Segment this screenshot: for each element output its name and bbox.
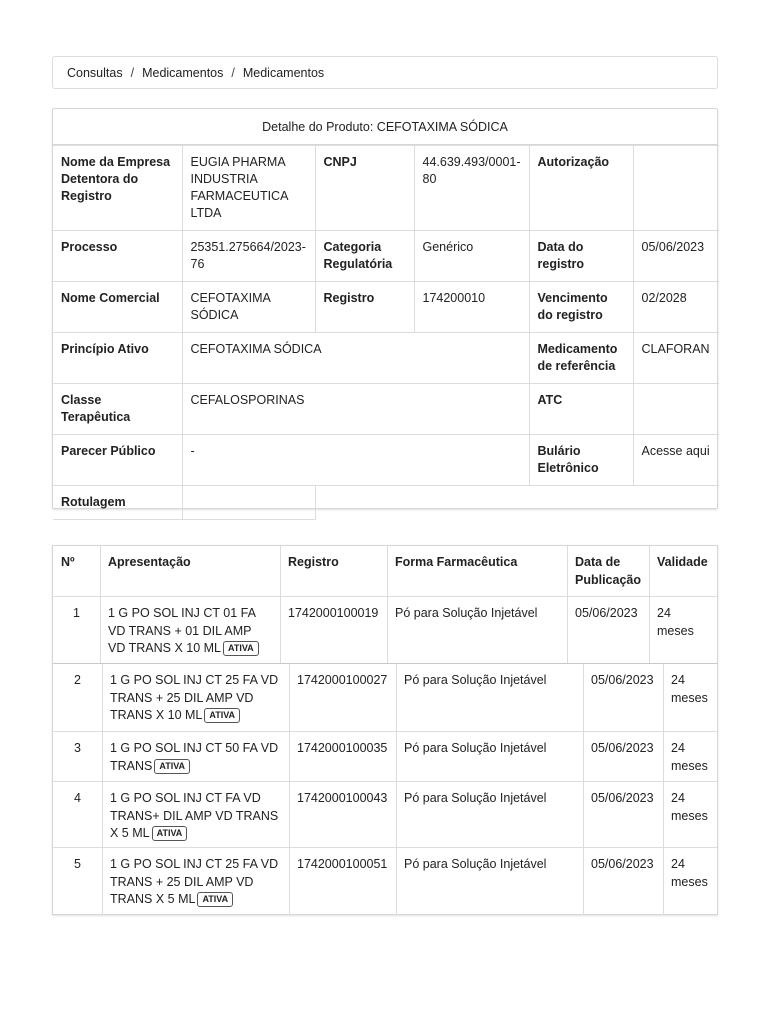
processo-value: 25351.275664/2023-76 — [182, 231, 315, 282]
row-forma: Pó para Solução Injetável — [404, 857, 547, 871]
product-detail-title: Detalhe do Produto: CEFOTAXIMA SÓDICA — [53, 109, 717, 145]
referencia-value: CLAFORAN — [633, 333, 719, 384]
row-forma: Pó para Solução Injetável — [404, 791, 547, 805]
breadcrumb-consultas[interactable]: Consultas — [67, 65, 123, 80]
bulario-link[interactable]: Acesse aqui — [633, 435, 719, 486]
row-data: 05/06/2023 — [575, 606, 638, 620]
cnpj-value: 44.639.493/0001-80 — [414, 146, 529, 231]
row-forma: Pó para Solução Injetável — [404, 741, 547, 755]
header-forma: Forma Farmacêutica — [395, 555, 518, 569]
rotulagem-label: Rotulagem — [53, 486, 182, 520]
product-detail-panel — [52, 108, 718, 509]
empresa-value: EUGIA PHARMA INDUSTRIA FARMACEUTICA LTDA — [182, 146, 315, 231]
row-data: 05/06/2023 — [591, 857, 654, 871]
product-detail-table — [53, 145, 719, 520]
row-registro: 1742000100035 — [297, 741, 388, 755]
table-row — [53, 664, 717, 732]
apresentacao-text: 1 G PO SOL INJ CT FA VD TRANS+ DIL AMP VD TRANS X 5 ML — [110, 791, 279, 840]
registro-value: 174200010 — [414, 282, 529, 333]
row-validade: 24 meses — [671, 791, 708, 823]
row-number: 2 — [74, 673, 81, 687]
status-badge: ATIVA — [223, 641, 259, 656]
row-registro: 1742000100051 — [297, 857, 388, 871]
row-apresentacao — [102, 782, 289, 851]
parecer-value: - — [182, 435, 529, 486]
row-forma: Pó para Solução Injetável — [404, 673, 547, 687]
header-data: Data de Publicação — [575, 555, 641, 587]
row-number: 4 — [74, 791, 81, 805]
row-data: 05/06/2023 — [591, 791, 654, 805]
principio-label: Princípio Ativo — [53, 333, 182, 384]
row-validade: 24 meses — [671, 741, 708, 773]
empresa-label: Nome da Empresa Detentora do Registro — [53, 146, 182, 231]
atc-value — [633, 384, 719, 435]
processo-label: Processo — [53, 231, 182, 282]
header-apresentacao: Apresentação — [108, 555, 191, 569]
principio-value: CEFOTAXIMA SÓDICA — [182, 333, 529, 384]
header-registro: Registro — [288, 555, 339, 569]
table-row — [53, 597, 717, 663]
categoria-label: Categoria Regulatória — [315, 231, 414, 282]
row-data: 05/06/2023 — [591, 741, 654, 755]
rotulagem-value — [182, 486, 315, 520]
apresentacao-text: 1 G PO SOL INJ CT 25 FA VD TRANS + 25 DIL AMP VD TRANS X 10 ML — [110, 673, 279, 722]
breadcrumb-current: Medicamentos — [242, 65, 325, 80]
referencia-label: Medicamento de referência — [529, 333, 633, 384]
row-number: 1 — [73, 606, 80, 620]
row-validade: 24 meses — [657, 606, 694, 638]
atc-label: ATC — [529, 384, 633, 435]
row-data: 05/06/2023 — [591, 673, 654, 687]
apresentacao-text: 1 G PO SOL INJ CT 50 FA VD TRANS — [110, 741, 279, 773]
classe-value: CEFALOSPORINAS — [182, 384, 529, 435]
status-badge: ATIVA — [204, 708, 240, 723]
row-apresentacao — [102, 848, 289, 917]
row-apresentacao — [100, 597, 280, 666]
nome-comercial-value: CEFOTAXIMA SÓDICA — [182, 282, 315, 333]
row-validade: 24 meses — [671, 673, 708, 705]
breadcrumb-separator: / — [231, 65, 235, 80]
row-number: 3 — [74, 741, 81, 755]
row-number: 5 — [74, 857, 81, 871]
row-apresentacao — [102, 732, 289, 783]
data-registro-value: 05/06/2023 — [633, 231, 719, 282]
apresentacao-text: 1 G PO SOL INJ CT 25 FA VD TRANS + 25 DIL AMP VD TRANS X 5 ML — [110, 857, 279, 906]
row-registro: 1742000100019 — [288, 606, 379, 620]
breadcrumb — [52, 56, 718, 89]
status-badge: ATIVA — [152, 826, 188, 841]
status-badge: ATIVA — [197, 892, 233, 907]
header-numero: Nº — [61, 555, 75, 569]
presentations-table — [52, 545, 718, 915]
row-registro: 1742000100027 — [297, 673, 388, 687]
header-validade: Validade — [657, 555, 708, 569]
status-badge: ATIVA — [154, 759, 190, 774]
rotulagem-empty — [315, 486, 719, 520]
autorizacao-label: Autorização — [529, 146, 633, 231]
autorizacao-value — [633, 146, 719, 231]
presentations-header — [53, 546, 717, 597]
vencimento-label: Vencimento do registro — [529, 282, 633, 333]
row-forma: Pó para Solução Injetável — [395, 606, 538, 620]
table-row — [53, 732, 717, 782]
table-row — [53, 782, 717, 848]
row-apresentacao — [102, 664, 289, 733]
cnpj-label: CNPJ — [315, 146, 414, 231]
parecer-label: Parecer Público — [53, 435, 182, 486]
bulario-label: Bulário Eletrônico — [529, 435, 633, 486]
breadcrumb-medicamentos[interactable]: Medicamentos — [142, 65, 224, 80]
row-registro: 1742000100043 — [297, 791, 388, 805]
breadcrumb-separator: / — [130, 65, 135, 80]
row-validade: 24 meses — [671, 857, 708, 889]
nome-comercial-label: Nome Comercial — [53, 282, 182, 333]
vencimento-value: 02/2028 — [633, 282, 719, 333]
registro-label: Registro — [315, 282, 414, 333]
apresentacao-text: 1 G PO SOL INJ CT 01 FA VD TRANS + 01 DIL AMP VD TRANS X 10 ML — [108, 606, 256, 655]
data-registro-label: Data do registro — [529, 231, 633, 282]
categoria-value: Genérico — [414, 231, 529, 282]
table-row — [53, 848, 717, 915]
classe-label: Classe Terapêutica — [53, 384, 182, 435]
